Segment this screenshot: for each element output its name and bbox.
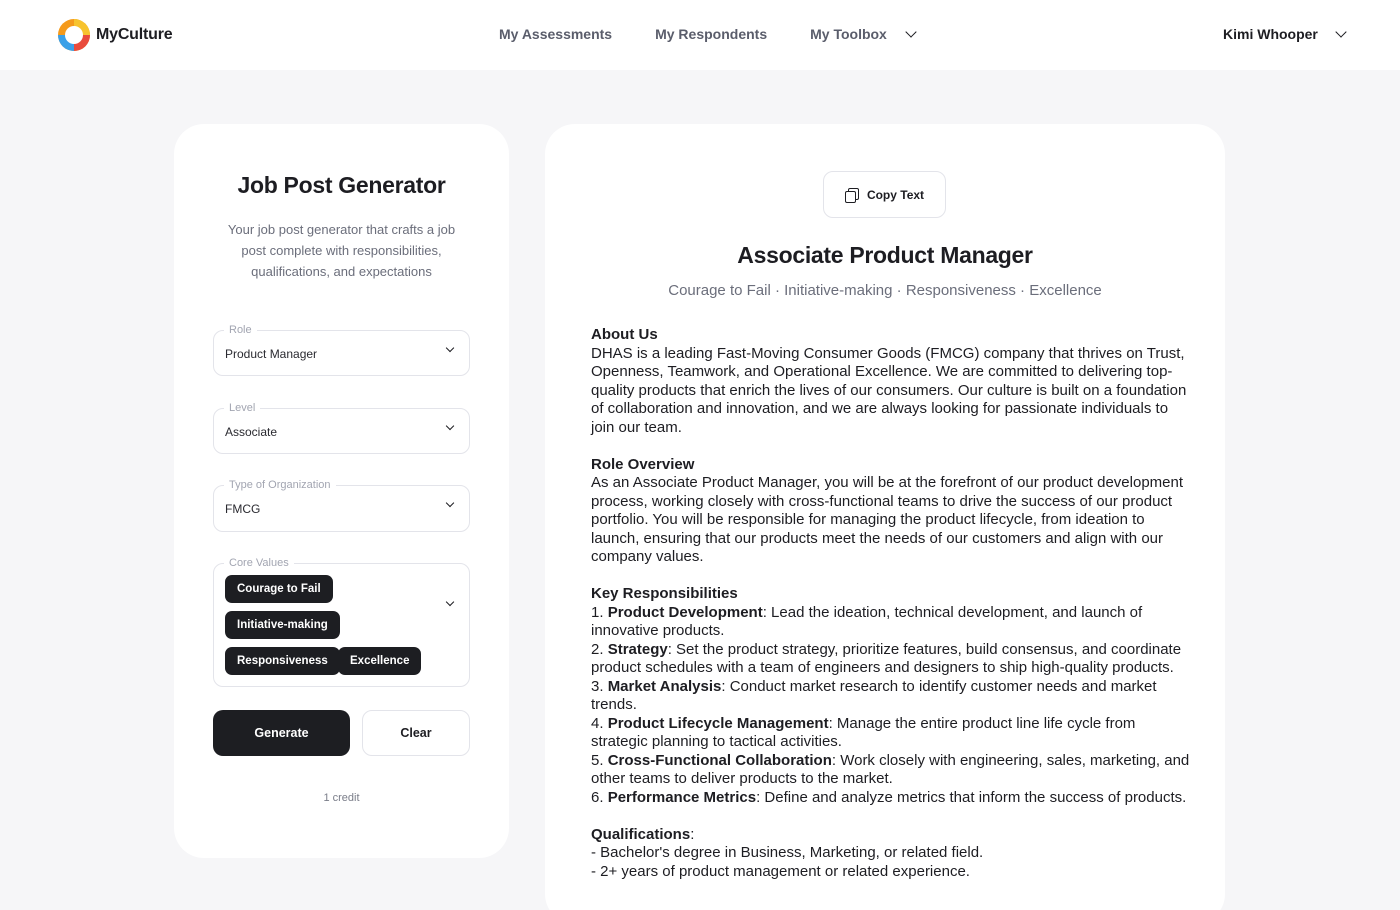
- chevron-down-icon: [905, 26, 916, 37]
- core-values-label: Core Values: [224, 556, 294, 570]
- organization-type-select[interactable]: [213, 479, 470, 532]
- user-menu[interactable]: [1223, 26, 1345, 42]
- core-value-chip[interactable]: Initiative-making: [225, 611, 340, 639]
- role-label: Role: [224, 323, 257, 337]
- nav-my-assessments[interactable]: My Assessments: [499, 26, 613, 42]
- qualifications-heading: Qualifications:: [591, 825, 695, 843]
- job-post-body: [591, 326, 1191, 881]
- core-value-chip[interactable]: Excellence: [338, 647, 421, 675]
- nav-my-toolbox-label: My Toolbox: [810, 26, 887, 42]
- generator-description: Your job post generator that crafts a job post complete with responsibilities, qualifications, and expectations: [227, 222, 456, 279]
- generator-title: Job Post Generator: [237, 172, 446, 198]
- responsibility-item: 2. Strategy: Set the product strategy, prioritize features, build consensus, and coordinate product schedules with a team of engineers and designers to ship high-quality products.: [591, 640, 1182, 676]
- job-post-card: [545, 124, 1225, 910]
- copy-text-button[interactable]: [823, 171, 946, 218]
- responsibility-item: 3. Market Analysis: Conduct market research to identify customer needs and market trends.: [591, 677, 1157, 713]
- about-heading: About Us: [591, 326, 658, 343]
- qualification-item: - Bachelor's degree in Business, Marketing, or related field.: [591, 844, 984, 861]
- level-select[interactable]: [213, 402, 470, 454]
- top-navbar: [0, 0, 1400, 70]
- myculture-logo-icon: [58, 19, 90, 51]
- clear-button[interactable]: Clear: [362, 710, 470, 756]
- job-post-title: Associate Product Manager: [737, 242, 1033, 268]
- role-overview-heading: Role Overview: [591, 455, 695, 473]
- brand[interactable]: [58, 19, 172, 51]
- copy-icon: [845, 188, 858, 202]
- user-name: Kimi Whooper: [1223, 26, 1318, 42]
- chevron-down-icon: [446, 598, 454, 606]
- role-overview-text: As an Associate Product Manager, you will be at the forefront of our product development process, working closely with cross-functional teams to drive the success of our product portfolio. You will be responsible for managing the product lifecycle, from ideation to launch, ensuring that our products meet the needs of our customers and align with our company values.: [591, 474, 1184, 565]
- qualification-item: - 2+ years of product management or related experience.: [591, 862, 970, 880]
- organization-type-label: Type of Organization: [224, 478, 336, 492]
- credit-count: 1 credit: [323, 792, 360, 804]
- responsibility-item: 4. Product Lifecycle Management: Manage the entire product line life cycle from strategic planning to tactical activities.: [591, 714, 1136, 750]
- copy-text-label: Copy Text: [866, 187, 925, 202]
- nav-my-toolbox[interactable]: [810, 26, 915, 42]
- core-value-chip[interactable]: Responsiveness: [225, 647, 340, 675]
- responsibility-item: 5. Cross-Functional Collaboration: Work closely with engineering, sales, marketing, and other teams to deliver products to the market.: [591, 751, 1190, 787]
- role-value: Product Manager: [225, 347, 318, 361]
- responsibility-item: 1. Product Development: Lead the ideation, technical development, and launch of innovative products.: [591, 603, 1143, 639]
- level-label: Level: [224, 401, 260, 415]
- core-value-chip[interactable]: Courage to Fail: [225, 575, 333, 603]
- main-nav: [499, 26, 915, 42]
- role-select[interactable]: [213, 324, 470, 376]
- level-value: Associate: [225, 425, 278, 439]
- about-text: DHAS is a leading Fast-Moving Consumer Goods (FMCG) company that thrives on Trust, Openness, Teamwork, and Operational Excellence. We are committed to delivering top-quality products that enrich the lives of our consumers. Our culture is built on a foundation of collaboration and innovation, and we are always looking for passionate individuals to join our team.: [591, 344, 1187, 436]
- chevron-down-icon: [446, 344, 454, 352]
- chevron-down-icon: [446, 499, 454, 507]
- generator-card: [174, 124, 509, 858]
- nav-my-respondents[interactable]: My Respondents: [655, 26, 768, 42]
- organization-type-value: FMCG: [225, 502, 261, 516]
- responsibility-item: 6. Performance Metrics: Define and analyze metrics that inform the success of products.: [591, 788, 1187, 806]
- generate-button[interactable]: Generate: [213, 710, 350, 756]
- job-post-values: Courage to Fail · Initiative-making · Responsiveness · Excellence: [668, 282, 1102, 299]
- chevron-down-icon: [446, 422, 454, 430]
- chevron-down-icon: [1335, 26, 1346, 37]
- brand-name: MyCulture: [96, 26, 173, 43]
- responsibilities-heading: Key Responsibilities: [591, 585, 738, 602]
- core-values-select[interactable]: [213, 557, 470, 687]
